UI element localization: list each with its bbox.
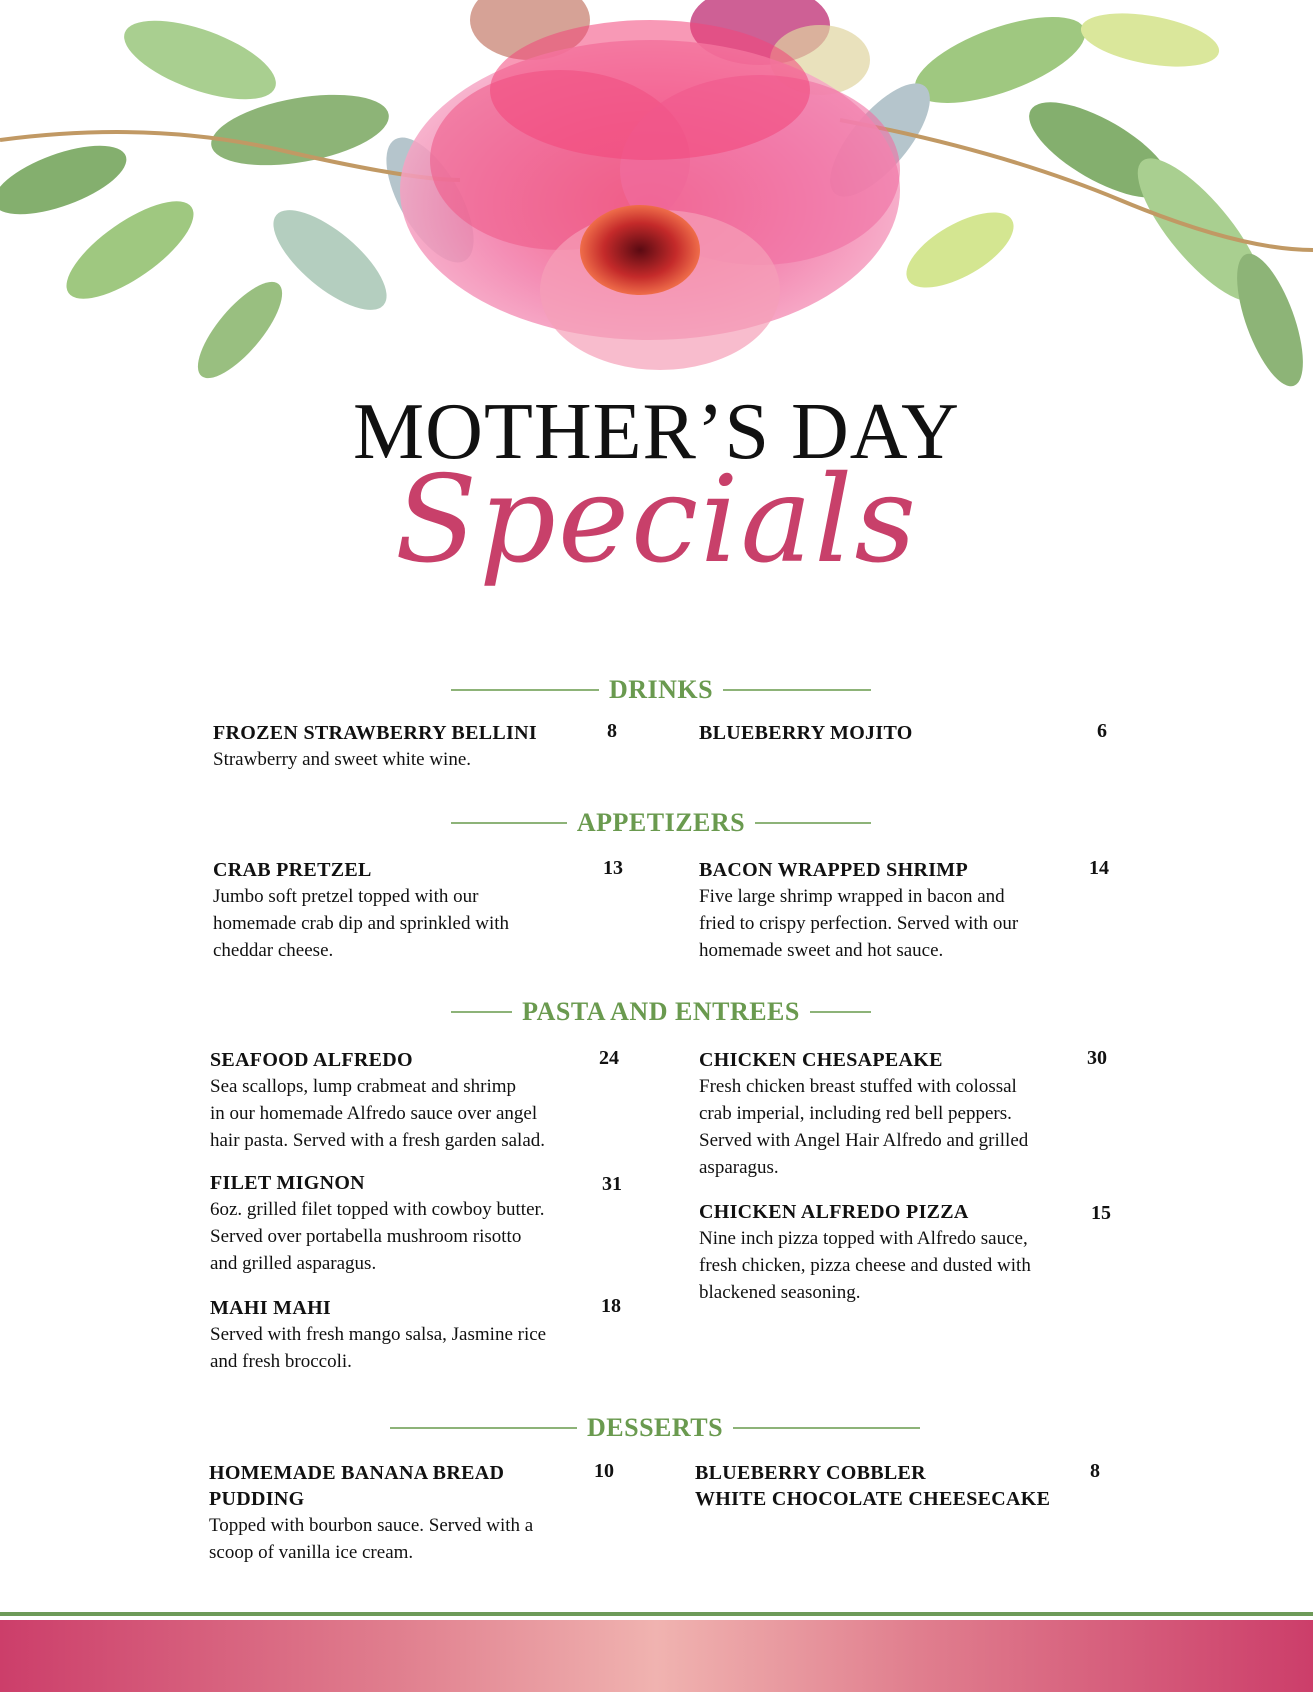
menu-item-chicken-alfredo-pizza: CHICKEN ALFREDO PIZZA 15 Nine inch pizza topped with Alfredo sauce, fresh chicken, pizza cheese and dusted with blackened seasoning. bbox=[699, 1201, 1111, 1303]
item-price: 8 bbox=[1090, 1460, 1100, 1482]
menu-item-banana-bread-pudding: HOMEMADE BANANA BREAD PUDDING 10 Topped with bourbon sauce. Served with a scoop of vanilla ice cream. bbox=[209, 1460, 614, 1563]
footer-divider bbox=[0, 1612, 1313, 1616]
menu-item-blueberry-cobbler: BLUEBERRY COBBLER WHITE CHOCOLATE CHEESECAKE 8 bbox=[695, 1460, 1100, 1510]
section-heading-appetizers: APPETIZERS bbox=[451, 808, 871, 838]
menu-title-script: Specials bbox=[394, 451, 919, 590]
section-heading-pasta-and-entrees: PASTA AND ENTREES bbox=[451, 997, 871, 1027]
item-price: 18 bbox=[601, 1295, 621, 1317]
floral-header-illustration bbox=[0, 0, 1313, 420]
item-price: 6 bbox=[1097, 720, 1107, 742]
menu-item-mahi-mahi: MAHI MAHI 18 Served with fresh mango salsa, Jasmine rice and fresh broccoli. bbox=[210, 1295, 621, 1372]
item-price: 15 bbox=[1091, 1202, 1111, 1224]
item-price: 10 bbox=[594, 1460, 614, 1482]
item-price: 24 bbox=[599, 1047, 619, 1069]
item-price: 8 bbox=[607, 720, 617, 742]
section-heading-drinks: DRINKS bbox=[451, 675, 871, 705]
menu-item-seafood-alfredo: SEAFOOD ALFREDO 24 Sea scallops, lump crabmeat and shrimp in our homemade Alfredo sauce over angel hair pasta. Served with a fresh garden salad. bbox=[210, 1047, 619, 1151]
menu-title: MOTHER’S DAY bbox=[353, 388, 960, 476]
menu-item-chicken-chesapeake: CHICKEN CHESAPEAKE 30 Fresh chicken breast stuffed with colossal crab imperial, including red bell peppers. Served with Angel Hair Alfredo and grilled asparagus. bbox=[699, 1047, 1107, 1178]
menu-item-filet-mignon: FILET MIGNON 31 6oz. grilled filet topped with cowboy butter. Served over portabella mushroom risotto and grilled asparagus. bbox=[210, 1172, 622, 1274]
item-price: 30 bbox=[1087, 1047, 1107, 1069]
section-heading-desserts: DESSERTS bbox=[390, 1413, 920, 1443]
menu-item-bacon-wrapped-shrimp: BACON WRAPPED SHRIMP 14 Five large shrimp wrapped in bacon and fried to crispy perfection. Served with our homemade sweet and hot sauce. bbox=[699, 857, 1109, 961]
menu-item-blueberry-mojito: BLUEBERRY MOJITO 6 bbox=[699, 720, 1107, 744]
item-price: 31 bbox=[602, 1173, 622, 1195]
footer-band bbox=[0, 1620, 1313, 1692]
menu-item-frozen-strawberry-bellini: FROZEN STRAWBERRY BELLINI 8 Strawberry and sweet white wine. bbox=[213, 720, 617, 770]
item-price: 14 bbox=[1089, 857, 1109, 879]
item-price: 13 bbox=[603, 857, 623, 879]
menu-item-crab-pretzel: CRAB PRETZEL 13 Jumbo soft pretzel topped with our homemade crab dip and sprinkled with cheddar cheese. bbox=[213, 857, 623, 961]
